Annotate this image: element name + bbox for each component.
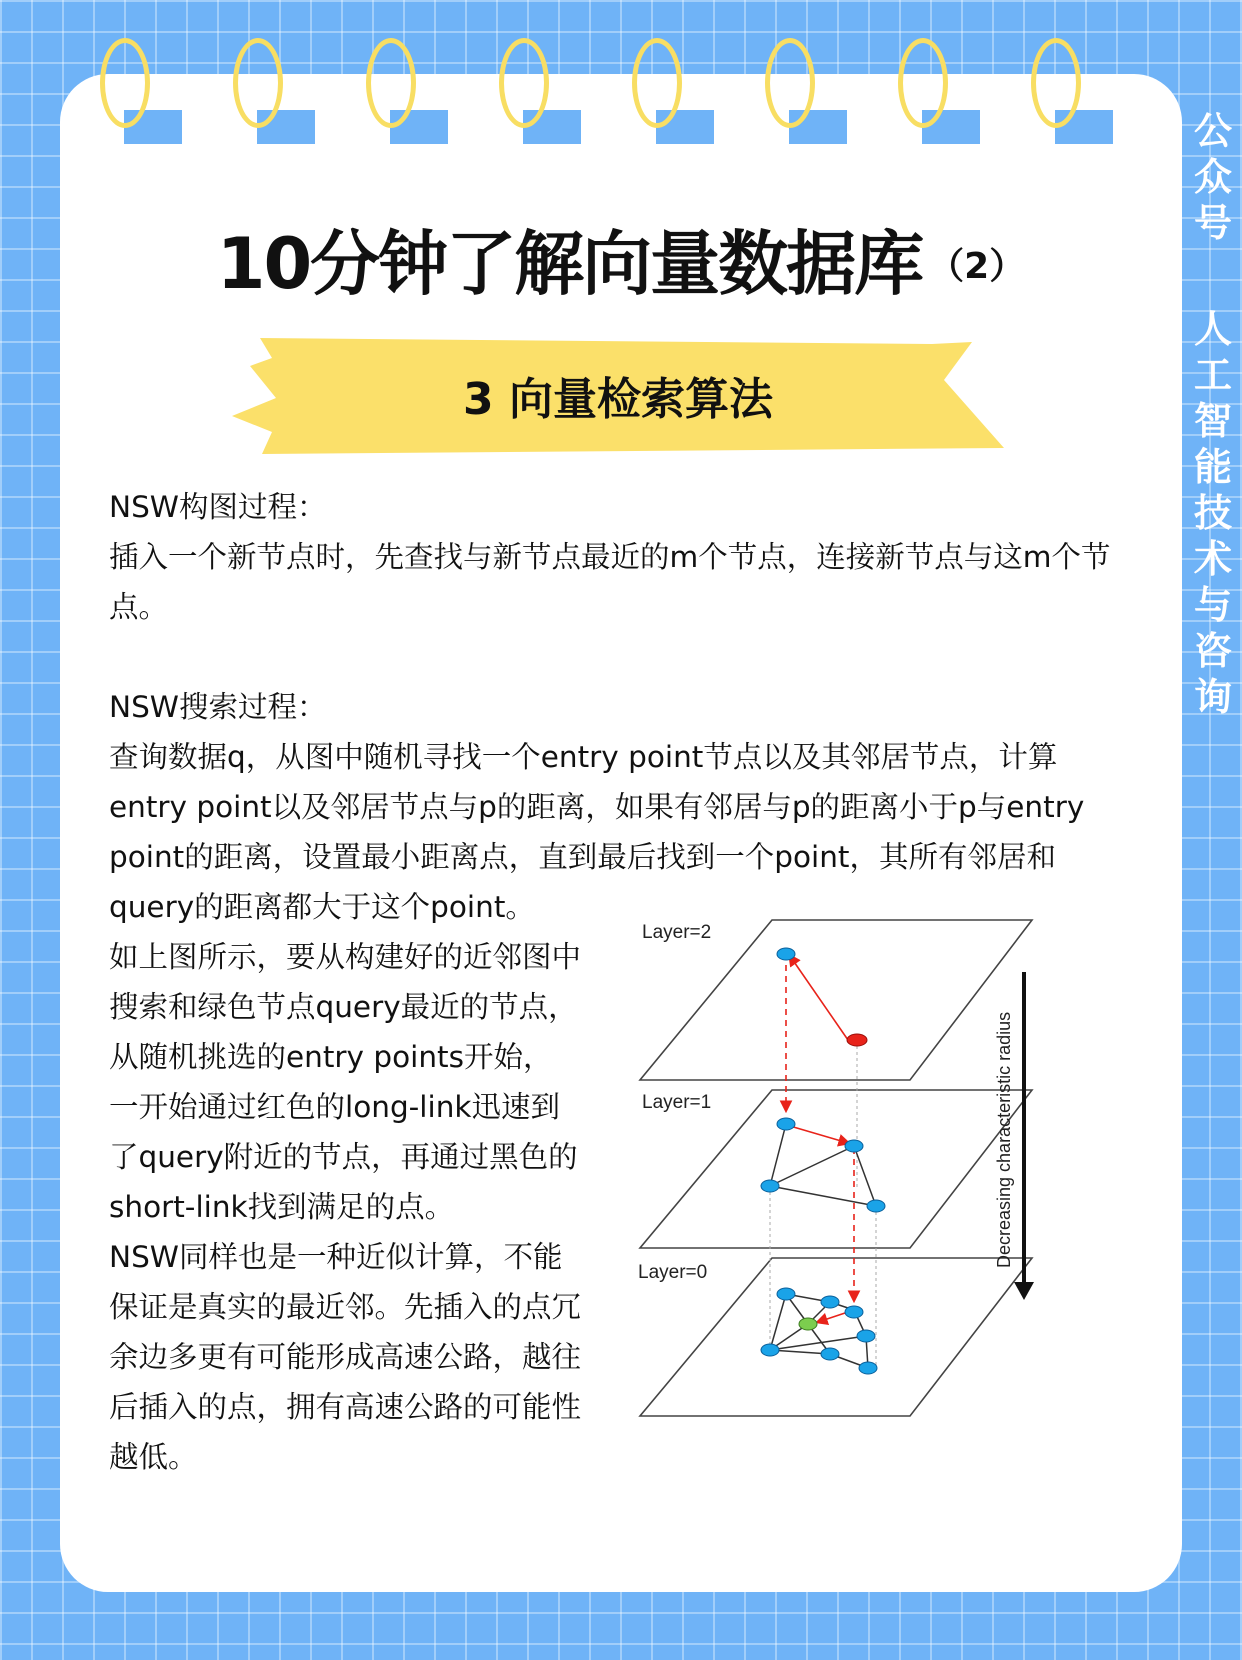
- side-account-label: [1188, 108, 1238, 720]
- side-char: 人: [1193, 307, 1232, 351]
- graph-node: [845, 1140, 863, 1152]
- page-title-main: 10分钟了解向量数据库: [216, 223, 923, 305]
- side-char: 智: [1193, 399, 1232, 443]
- layer-label: Layer=1: [642, 1092, 712, 1113]
- short-link: [770, 1146, 854, 1186]
- short-link: [854, 1146, 876, 1206]
- side-char: 公: [1193, 109, 1232, 153]
- side-char: 咨: [1193, 629, 1232, 673]
- radius-axis-arrowhead: [1014, 1282, 1034, 1300]
- explain-line: 了query附近的节点，再通过黑色的: [109, 1140, 578, 1174]
- binder-ring: [765, 38, 827, 148]
- layer-label: Layer=0: [638, 1262, 708, 1283]
- section-banner: [232, 336, 1004, 454]
- long-link: [818, 1312, 848, 1322]
- explain-line: 后插入的点，拥有高速公路的可能性: [109, 1390, 582, 1424]
- graph-node: [845, 1306, 863, 1318]
- search-text: 查询数据q，从图中随机寻找一个entry point节点以及其邻居节点，计算entry point以及邻居节点与p的距离，如果有邻居与p的距离小于p与entry point的距离，设置最小距离点，直到最后找到一个point，其所有邻居和query的距离都大于这个point。: [109, 740, 1085, 924]
- layer-plane: [640, 1090, 1032, 1248]
- graph-node: [821, 1296, 839, 1308]
- binder-ring: [632, 38, 694, 148]
- build-text: 插入一个新节点时，先查找与新节点最近的m个节点，连接新节点与这m个节点。: [109, 540, 1111, 624]
- layer-plane: [640, 920, 1032, 1080]
- short-links-layer0: [770, 1294, 868, 1368]
- explain-line: 从随机挑选的entry points开始，: [109, 1040, 553, 1074]
- binder-ring: [499, 38, 561, 148]
- graph-node: [777, 1288, 795, 1300]
- entry-point-node: [847, 1034, 867, 1046]
- graph-node: [777, 948, 795, 960]
- graph-node: [777, 1118, 795, 1130]
- side-char: 术: [1193, 537, 1232, 581]
- side-char: 询: [1193, 675, 1232, 719]
- side-char: 技: [1193, 491, 1232, 535]
- explain-line: 一开始通过红色的long-link迅速到: [109, 1090, 560, 1124]
- nsw-layer-diagram: [622, 902, 1062, 1432]
- explain-line: 余边多更有可能形成高速公路，越往: [109, 1340, 582, 1374]
- graph-node: [867, 1200, 885, 1212]
- short-link: [770, 1186, 876, 1206]
- explain-line: NSW同样也是一种近似计算，不能: [109, 1240, 563, 1274]
- page-title-suffix: （2）: [928, 246, 1026, 287]
- long-link: [790, 1126, 848, 1143]
- graph-node: [761, 1180, 779, 1192]
- search-title: NSW搜索过程：: [109, 690, 327, 724]
- side-char: 能: [1193, 445, 1232, 489]
- explain-line: short-link找到满足的点。: [109, 1190, 455, 1224]
- build-title: NSW构图过程：: [109, 490, 327, 524]
- side-char: 众: [1193, 155, 1232, 199]
- explain-line: 如上图所示，要从构建好的近邻图中: [109, 940, 582, 974]
- section-heading: 3 向量检索算法: [463, 374, 773, 425]
- axis-label: Decreasing characteristic radius: [994, 1011, 1014, 1268]
- short-link: [770, 1124, 786, 1186]
- explain-line: 搜索和绿色节点query最近的节点，: [109, 990, 578, 1024]
- long-link: [790, 956, 848, 1040]
- page-title: [0, 208, 1242, 309]
- layer-label: Layer=2: [642, 922, 712, 943]
- binder-ring: [100, 38, 162, 148]
- binder-ring: [366, 38, 428, 148]
- graph-node: [761, 1344, 779, 1356]
- binder-ring: [233, 38, 295, 148]
- side-char: 工: [1193, 353, 1232, 397]
- graph-node: [859, 1362, 877, 1374]
- query-node: [799, 1318, 817, 1330]
- binder-ring: [898, 38, 960, 148]
- binder-ring: [1031, 38, 1093, 148]
- graph-node: [821, 1348, 839, 1360]
- explain-line: 保证是真实的最近邻。先插入的点冗: [109, 1290, 582, 1324]
- explain-line: 越低。: [109, 1440, 198, 1474]
- graph-node: [857, 1330, 875, 1342]
- side-char: 号: [1193, 201, 1232, 245]
- side-char: 与: [1193, 583, 1232, 627]
